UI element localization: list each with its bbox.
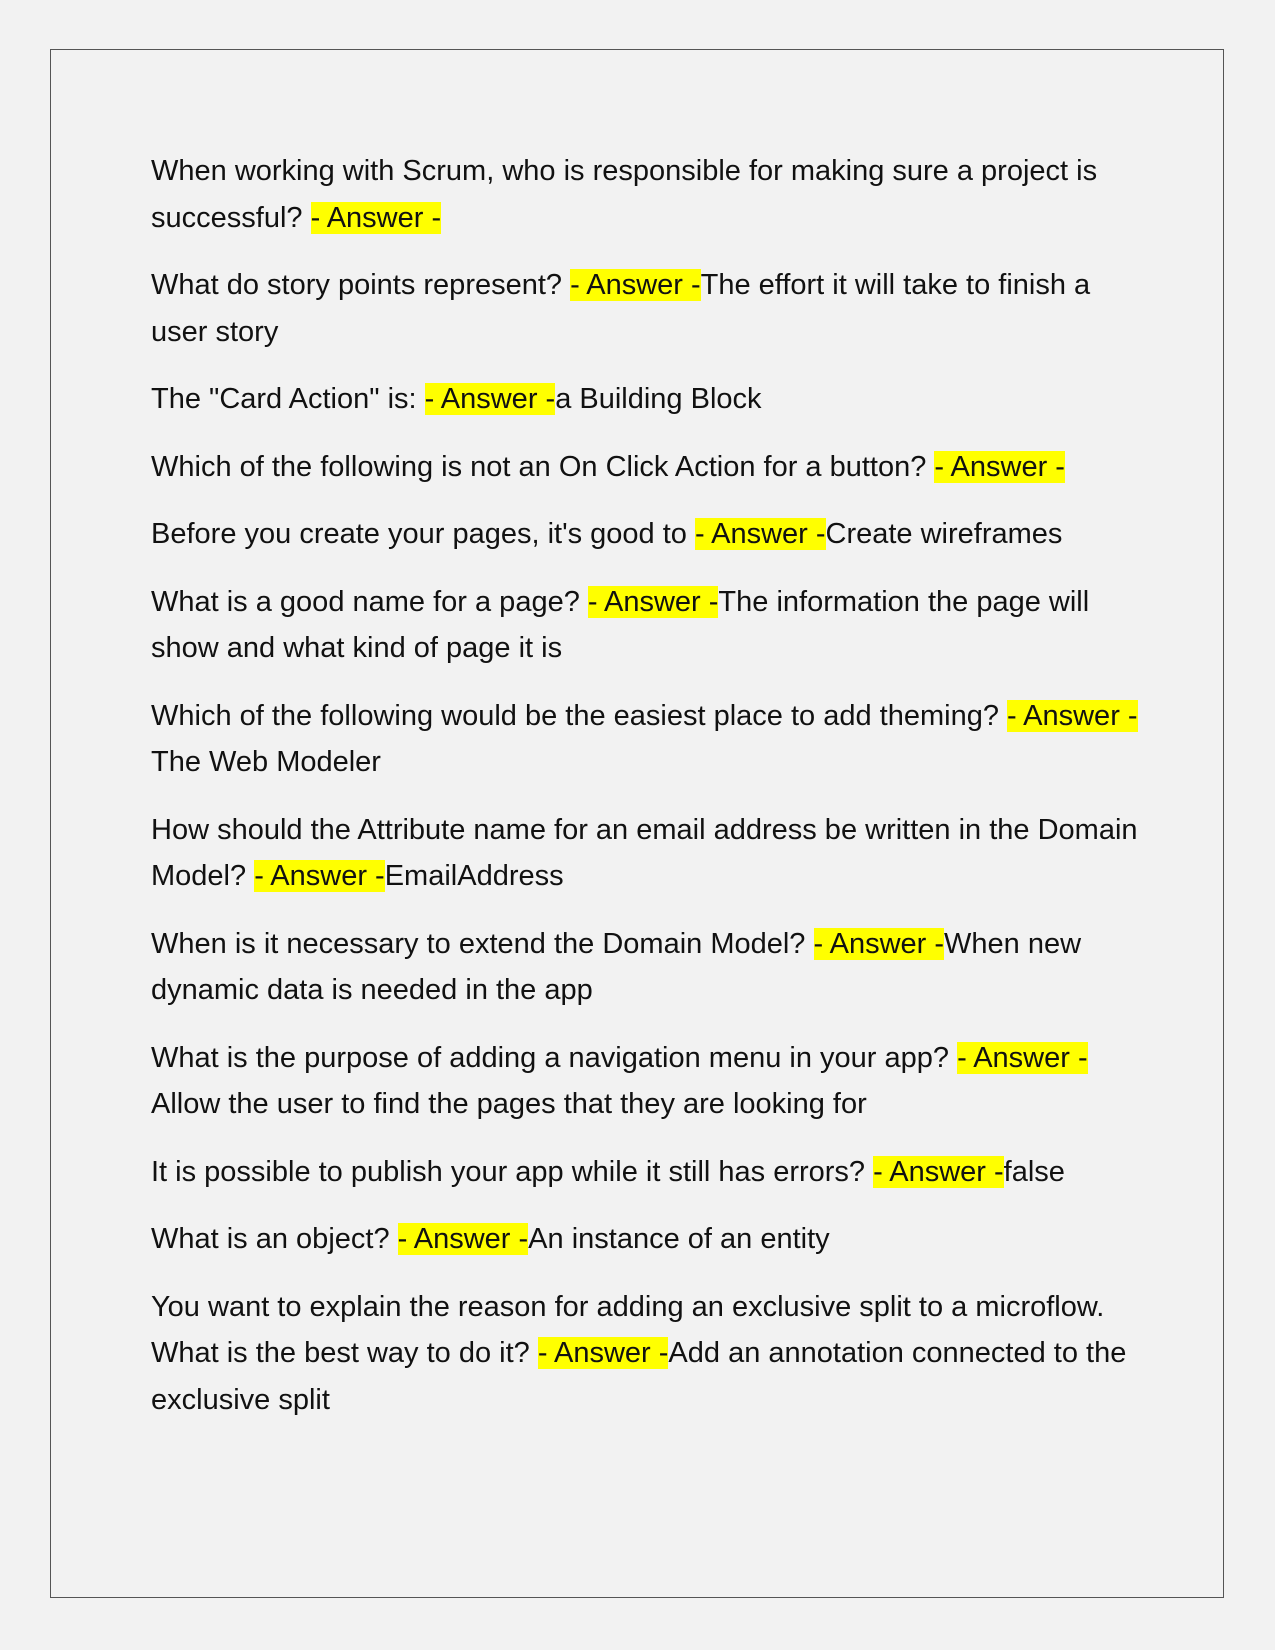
answer-text: Add an annotation connected to the exclusive split bbox=[151, 1337, 1127, 1416]
qa-item bbox=[151, 693, 1151, 786]
qa-item bbox=[151, 579, 1151, 672]
answer-text: EmailAddress bbox=[384, 860, 564, 892]
question-text: Which of the following is not an On Click Action for a button? bbox=[151, 450, 927, 483]
qa-item bbox=[151, 1149, 1151, 1196]
question-text: It is possible to publish your app while it still has errors? bbox=[151, 1155, 866, 1188]
question-text: You want to explain the reason for adding an exclusive split to a microflow. What is the best way to do it? bbox=[151, 1290, 1105, 1369]
answer-marker: - Answer - bbox=[934, 450, 1065, 483]
qa-item bbox=[151, 1035, 1151, 1128]
answer-text: false bbox=[1003, 1155, 1065, 1188]
qa-item bbox=[151, 1284, 1151, 1424]
question-text: When working with Scrum, who is responsible for making sure a project is successful? bbox=[151, 155, 1098, 234]
question-text: Before you create your pages, it's good to bbox=[151, 518, 687, 550]
answer-text: a Building Block bbox=[555, 383, 762, 415]
answer-marker: - Answer - bbox=[254, 860, 385, 892]
answer-marker: - Answer - bbox=[694, 518, 826, 550]
qa-item bbox=[151, 921, 1151, 1014]
answer-marker: - Answer - bbox=[957, 1041, 1088, 1074]
answer-marker: - Answer - bbox=[310, 201, 442, 234]
answer-text: Create wireframes bbox=[825, 518, 1063, 550]
question-text: How should the Attribute name for an email address be written in the Domain Model? bbox=[151, 813, 1138, 892]
qa-item bbox=[151, 511, 1151, 558]
answer-marker: - Answer - bbox=[537, 1337, 669, 1369]
answer-marker: - Answer - bbox=[873, 1155, 1004, 1188]
qa-list bbox=[151, 148, 1151, 1444]
answer-marker: - Answer - bbox=[424, 383, 556, 415]
question-text: The "Card Action" is: bbox=[151, 383, 417, 415]
question-text: What do story points represent? bbox=[151, 269, 563, 301]
question-text: What is a good name for a page? bbox=[151, 585, 580, 618]
qa-item bbox=[151, 1216, 1151, 1263]
question-text: What is the purpose of adding a navigation menu in your app? bbox=[151, 1041, 950, 1074]
answer-text: Allow the user to find the pages that they are looking for bbox=[151, 1088, 867, 1120]
answer-text: When new dynamic data is needed in the app bbox=[151, 927, 1082, 1006]
answer-text: The effort it will take to finish a user story bbox=[151, 269, 1091, 348]
answer-marker: - Answer - bbox=[570, 269, 701, 301]
qa-item bbox=[151, 807, 1151, 900]
qa-item bbox=[151, 148, 1151, 241]
answer-text: The information the page will show and what kind of page it is bbox=[151, 585, 1090, 664]
answer-text: An instance of an entity bbox=[528, 1223, 830, 1255]
question-text: When is it necessary to extend the Domain Model? bbox=[151, 927, 806, 960]
answer-marker: - Answer - bbox=[813, 927, 945, 960]
answer-text: The Web Modeler bbox=[151, 746, 381, 778]
qa-item bbox=[151, 376, 1151, 423]
question-text: What is an object? bbox=[151, 1223, 390, 1255]
qa-item bbox=[151, 262, 1151, 355]
answer-marker: - Answer - bbox=[587, 585, 719, 618]
question-text: Which of the following would be the easiest place to add theming? bbox=[151, 699, 999, 732]
document-page bbox=[50, 49, 1224, 1598]
qa-item bbox=[151, 444, 1151, 491]
answer-marker: - Answer - bbox=[1007, 699, 1138, 732]
answer-marker: - Answer - bbox=[397, 1223, 529, 1255]
